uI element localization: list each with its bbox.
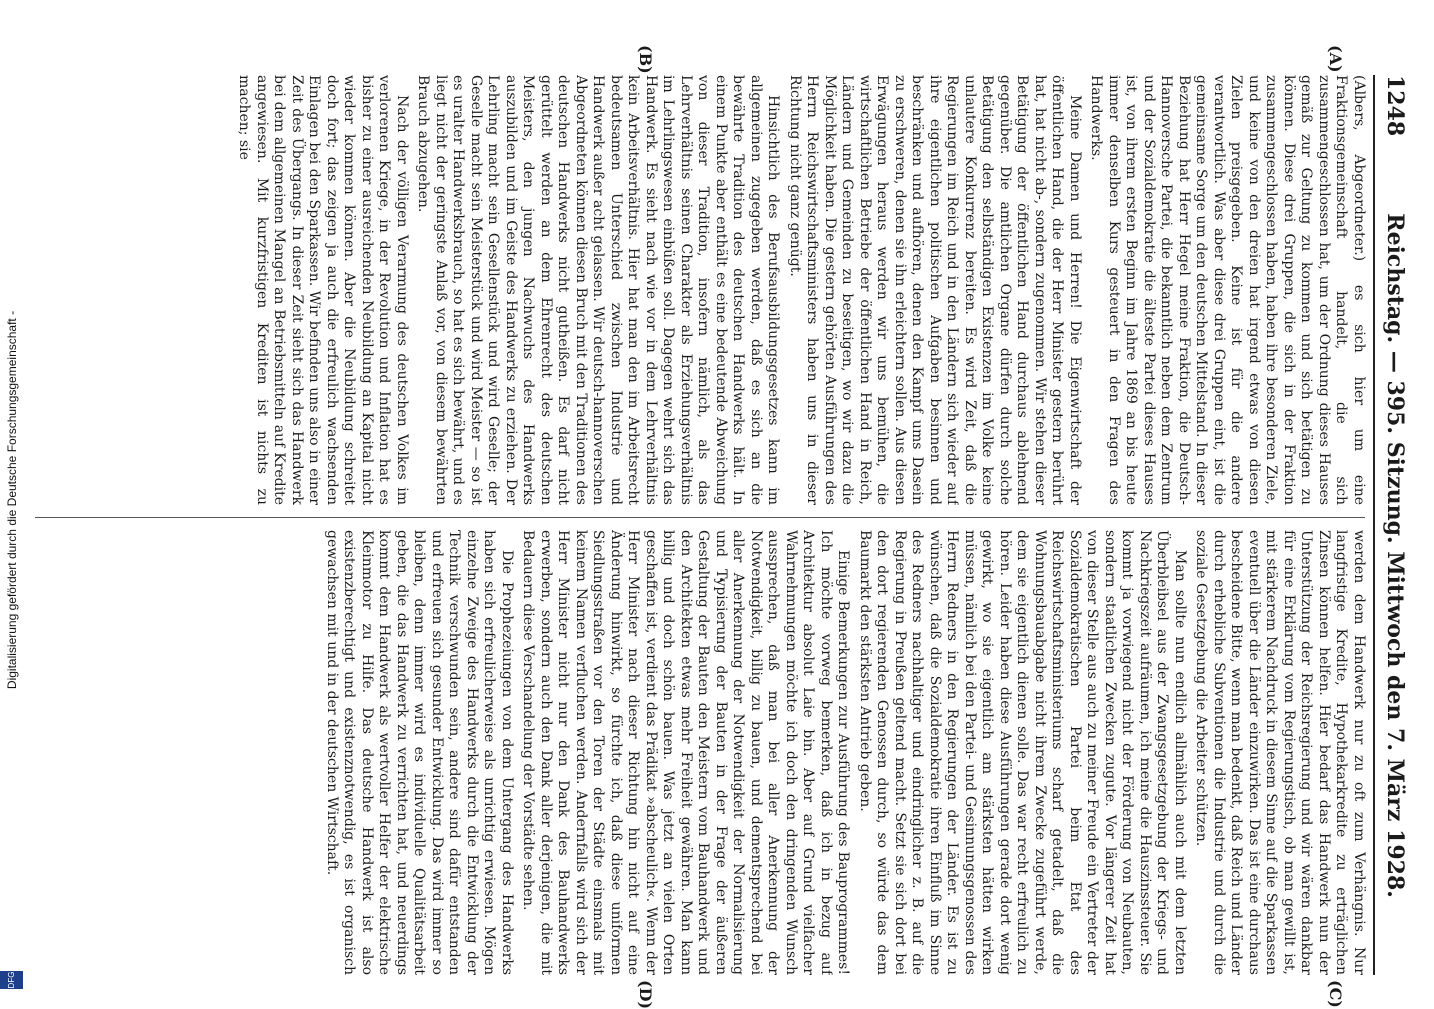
- scanned-page: [15, 45, 1415, 1009]
- paragraph: Hinsichtlich des Berufsausbildungsgesetzes kann im allgemeinen zugegeben werden, daß es sich an die bewährte Tradition des deutschen Handwerks hält. In einem Punkte aber enthält es eine bedeutende Abweichung von dieser Tradition, insofern nämlich, als das Lehrverhältnis seinen Charakter als Erziehungsverhältnis im Lehrlingswesen einbüßen soll. Dagegen wehrt sich das Handwerk. Es sieht nach wie vor in dem Lehrverhältnis kein Arbeitsverhältnis. Hier hat man den im Arbeitsrecht bedeutsamen Unterschied zwischen Industrie und Handwerk außer acht gelassen. Wir deutsch-hannoverschen Abgeordneten können diesen Bruch mit den Traditionen des deutschen Handwerks nicht gutheißen. Es darf nicht gerüttelt werden an dem Ehrenrecht des deutschen Meisters, den jungen Nachwuchs des Handwerks auszubilden und im Geiste des Handwerks zu erziehen. Der Lehrling macht sein Gesellenstück und wird Geselle; der Geselle macht sein Meisterstück und wird Meister — so ist es uralter Handwerksbrauch, so hat es sich bewährt, und es liegt nicht der geringste Anlaß vor, von diesem bewährten Brauch abzugehen.: [415, 75, 782, 505]
- dfg-logo: DFG: [0, 971, 23, 989]
- paragraph: Einige Bemerkungen zur Ausführung des Bauprogrammes! Ich möchte vorweg bemerken, daß ich in bezug auf Architektur absolut Laie bin. Aber auf Grund vielfacher Wahrnehmungen möchte ich doch den dringenden Wunsch aussprechen, daß man bei aller Anerkennung der Notwendigkeit, billig zu bauen, und dementsprechend bei aller Anerkennung der Notwendigkeit der Normalisierung und Typisierung der Bauten in der Frage der äußeren Gestaltung der Bauten den Meistern vom Bauhandwerk und den Architekten etwas mehr Freiheit gewähren. Man kann billig und doch schön bauen. Was jetzt an vielen Orten geschaffen ist, verdient das Prädikat »abscheulich«. Wenn der Herr Minister nach dieser Richtung hin nicht auf eine Änderung hinwirkt, so fürchte ich, daß diese uniformen Siedlungsstraßen vor den Toren der Städte einsmals mit keinem Namen verfluchen werden. Andernfalls wird sich der Herr Minister nicht nur den Dank des Bauhandwerks erwerben, sondern auch den Dank aller derjenigen, die mit Bedauern diese Verschandelung der Vorstädte sehen.: [520, 530, 852, 975]
- left-column: [27, 75, 1367, 505]
- page-title: Reichstag. — 395. Sitzung. Mittwoch den 7. März 1928.: [1382, 213, 1408, 898]
- page-number: 1248: [1382, 75, 1408, 137]
- paragraph: Man sollte nun endlich allmählich auch mit dem letzten Überbleibsel aus der Zwangsgesetzgebung der Kriegs- und Nachkriegszeit aufräumen, ich meine die Hauszinssteuer. Sie kommt ja vorwiegend nicht der Förderung von Neubauten, sondern staatlichen Zwecken zugute. Vor längerer Zeit hat von dieser Stelle aus auch zu meiner Freude ein Vertreter der Sozialdemokratischen Partei beim Etat des Reichswirtschaftsministeriums scharf getadelt, daß die Wohnungsbauabgabe nicht ihrem Zwecke zugeführt werde, dem sie eigentlich dienen solle. Das war recht erfreulich zu hören. Leider haben diese Ausführungen gerade dort wenig gewirkt, wo sie eigentlich am stärksten hätten wirken müssen, nämlich bei den Partei- und Gesinnungsgenossen des Herrn Redners in den Regierungen der Länder. Es ist zu wünschen, daß die Sozialdemokratie ihren Einfluß im Sinne des Redners nachhaltiger und eindringlicher z. B. auf die Regierung in Preußen geltend macht. Setzt sie sich dort bei den dort regierenden Genossen durch, so würde das dem Baumarkt den stärksten Antrieb geben.: [857, 530, 1188, 975]
- margin-marker-d: (D): [636, 980, 655, 1009]
- margin-marker-b: (B): [636, 45, 655, 74]
- paragraph: werden dem Handwerk nur zu oft zum Verhängnis. Nur langfristige Kredite, Hypothekarkredite zu erträglichen Zinsen können helfen. Hier bedarf das Handwerk nun der Unterstützung der Reichsregierung und wir wären dankbar für eine Erklärung vom Regierungstisch, ob man gewillt ist, mit stärkerem Nachdruck in diesem Sinne auf die Sparkassen eventuell über die Länder einzuwirken. Das ist eine durchaus bescheidene Bitte, wenn man bedenkt, daß Reich und Länder durch erhebliche Subventionen die Industrie und durch die soziale Gesetzgebung die Arbeiter schützen.: [1193, 530, 1367, 975]
- paragraph: (Albers, Abgeordneter.) es sich hier um eine Fraktionsgemeinschaft handelt, die sich zusammengeschlossen hat, um der Ordnung dieses Hauses gemäß zur Geltung zu kommen und sich betätigen zu können. Diese drei Gruppen, die sich in der Fraktion zusammengeschlossen haben, haben ihre besonderen Ziele, und keine von den dreien hat irgend etwas von diesen Zielen preisgegeben. Keine ist für die andere verantwortlich. Was aber diese drei Gruppen eint, ist die gemeinsame Sorge um den deutschen Mittelstand. In dieser Beziehung hat Herr Hegel meine Fraktion, die Deutsch-Hannoversche Partei, die bekanntlich neben dem Zentrum und der Sozialdemokratie die älteste Partei dieses Hauses ist, von ihrem ersten Beginn im Jahre 1869 an bis heute immer denselben Kurs gesteuert in den Fragen des Handwerks.: [1088, 75, 1367, 505]
- credit-text: Digitalisierung gefördert durch die Deutsche Forschungsgemeinschaft -: [5, 310, 19, 690]
- paragraph: Die Prophezeiungen von dem Untergang des Handwerks haben sich erfreulicherweise als unrichtig erwiesen. Mögen einzelne Zweige des Handwerks durch die Entwicklung der Technik verschwunden sein, andere sind dafür entstanden und erfreuen sich gesunder Entwicklung. Das wird immer so bleiben, denn immer wird es individuelle Qualitätsarbeit geben, die das Handwerk zu verrichten hat, und neuerdings kommt dem Handwerk als wertvoller Helfer der elektrische Kleinmotor zu Hilfe. Das deutsche Handwerk ist also existenzberechtigt und existenznotwendig, es ist organisch gewachsen mit und in der deutschen Wirtschaft.: [324, 530, 515, 975]
- column-divider: [35, 517, 1365, 518]
- margin-marker-a: (A): [1326, 45, 1345, 73]
- margin-marker-c: (C): [1326, 980, 1345, 1008]
- paragraph: Nach der völligen Verarmung des deutschen Volkes im verlorenen Kriege, in der Revolution und Inflation hat es bisher zu einer ausreichenden Neubildung an Kapital nicht wieder kommen können. Aber die Neubildung schreitet doch fort; das zeigen ja auch die erfreulich wachsenden Einlagen bei den Sparkassen. Wir befinden uns also in einer Zeit des Übergangs. In dieser Zeit sieht sich das Handwerk bei dem allgemeinen Mangel an Betriebsmitteln auf Kredite angewiesen. Mit kurzfristigen Krediten ist nichts zu machen; sie: [236, 75, 410, 505]
- page-header: [1373, 75, 1415, 975]
- paragraph: Meine Damen und Herren! Die Eigenwirtschaft der öffentlichen Hand, die der Herr Minister gestern berührt hat, hat nicht ab-, sondern zugenommen. Wir stehen dieser Betätigung der öffentlichen Hand durchaus ablehnend gegenüber. Die amtlichen Organe dürfen durch solche Betätigung den selbständigen Existenzen im Volke keine unlautere Konkurrenz bereiten. Es wird Zeit, daß die Regierungen im Reich und in den Ländern sich wieder auf ihre eigentlichen politischen Aufgaben besinnen und beschränken und aufhören, denen den Kampf ums Dasein zu erschweren, denen sie ihn erleichtern sollen. Aus diesen Erwägungen heraus werden wir uns bemühen, die wirtschaftlichen Betriebe der öffentlichen Hand in Reich, Ländern und Gemeinden zu beseitigen, wo wir dazu die Möglichkeit haben. Die gestern gehörten Ausführungen des Herrn Reichswirtschaftsministers haben uns in dieser Richtung nicht ganz genügt.: [787, 75, 1083, 505]
- right-column: [27, 530, 1367, 975]
